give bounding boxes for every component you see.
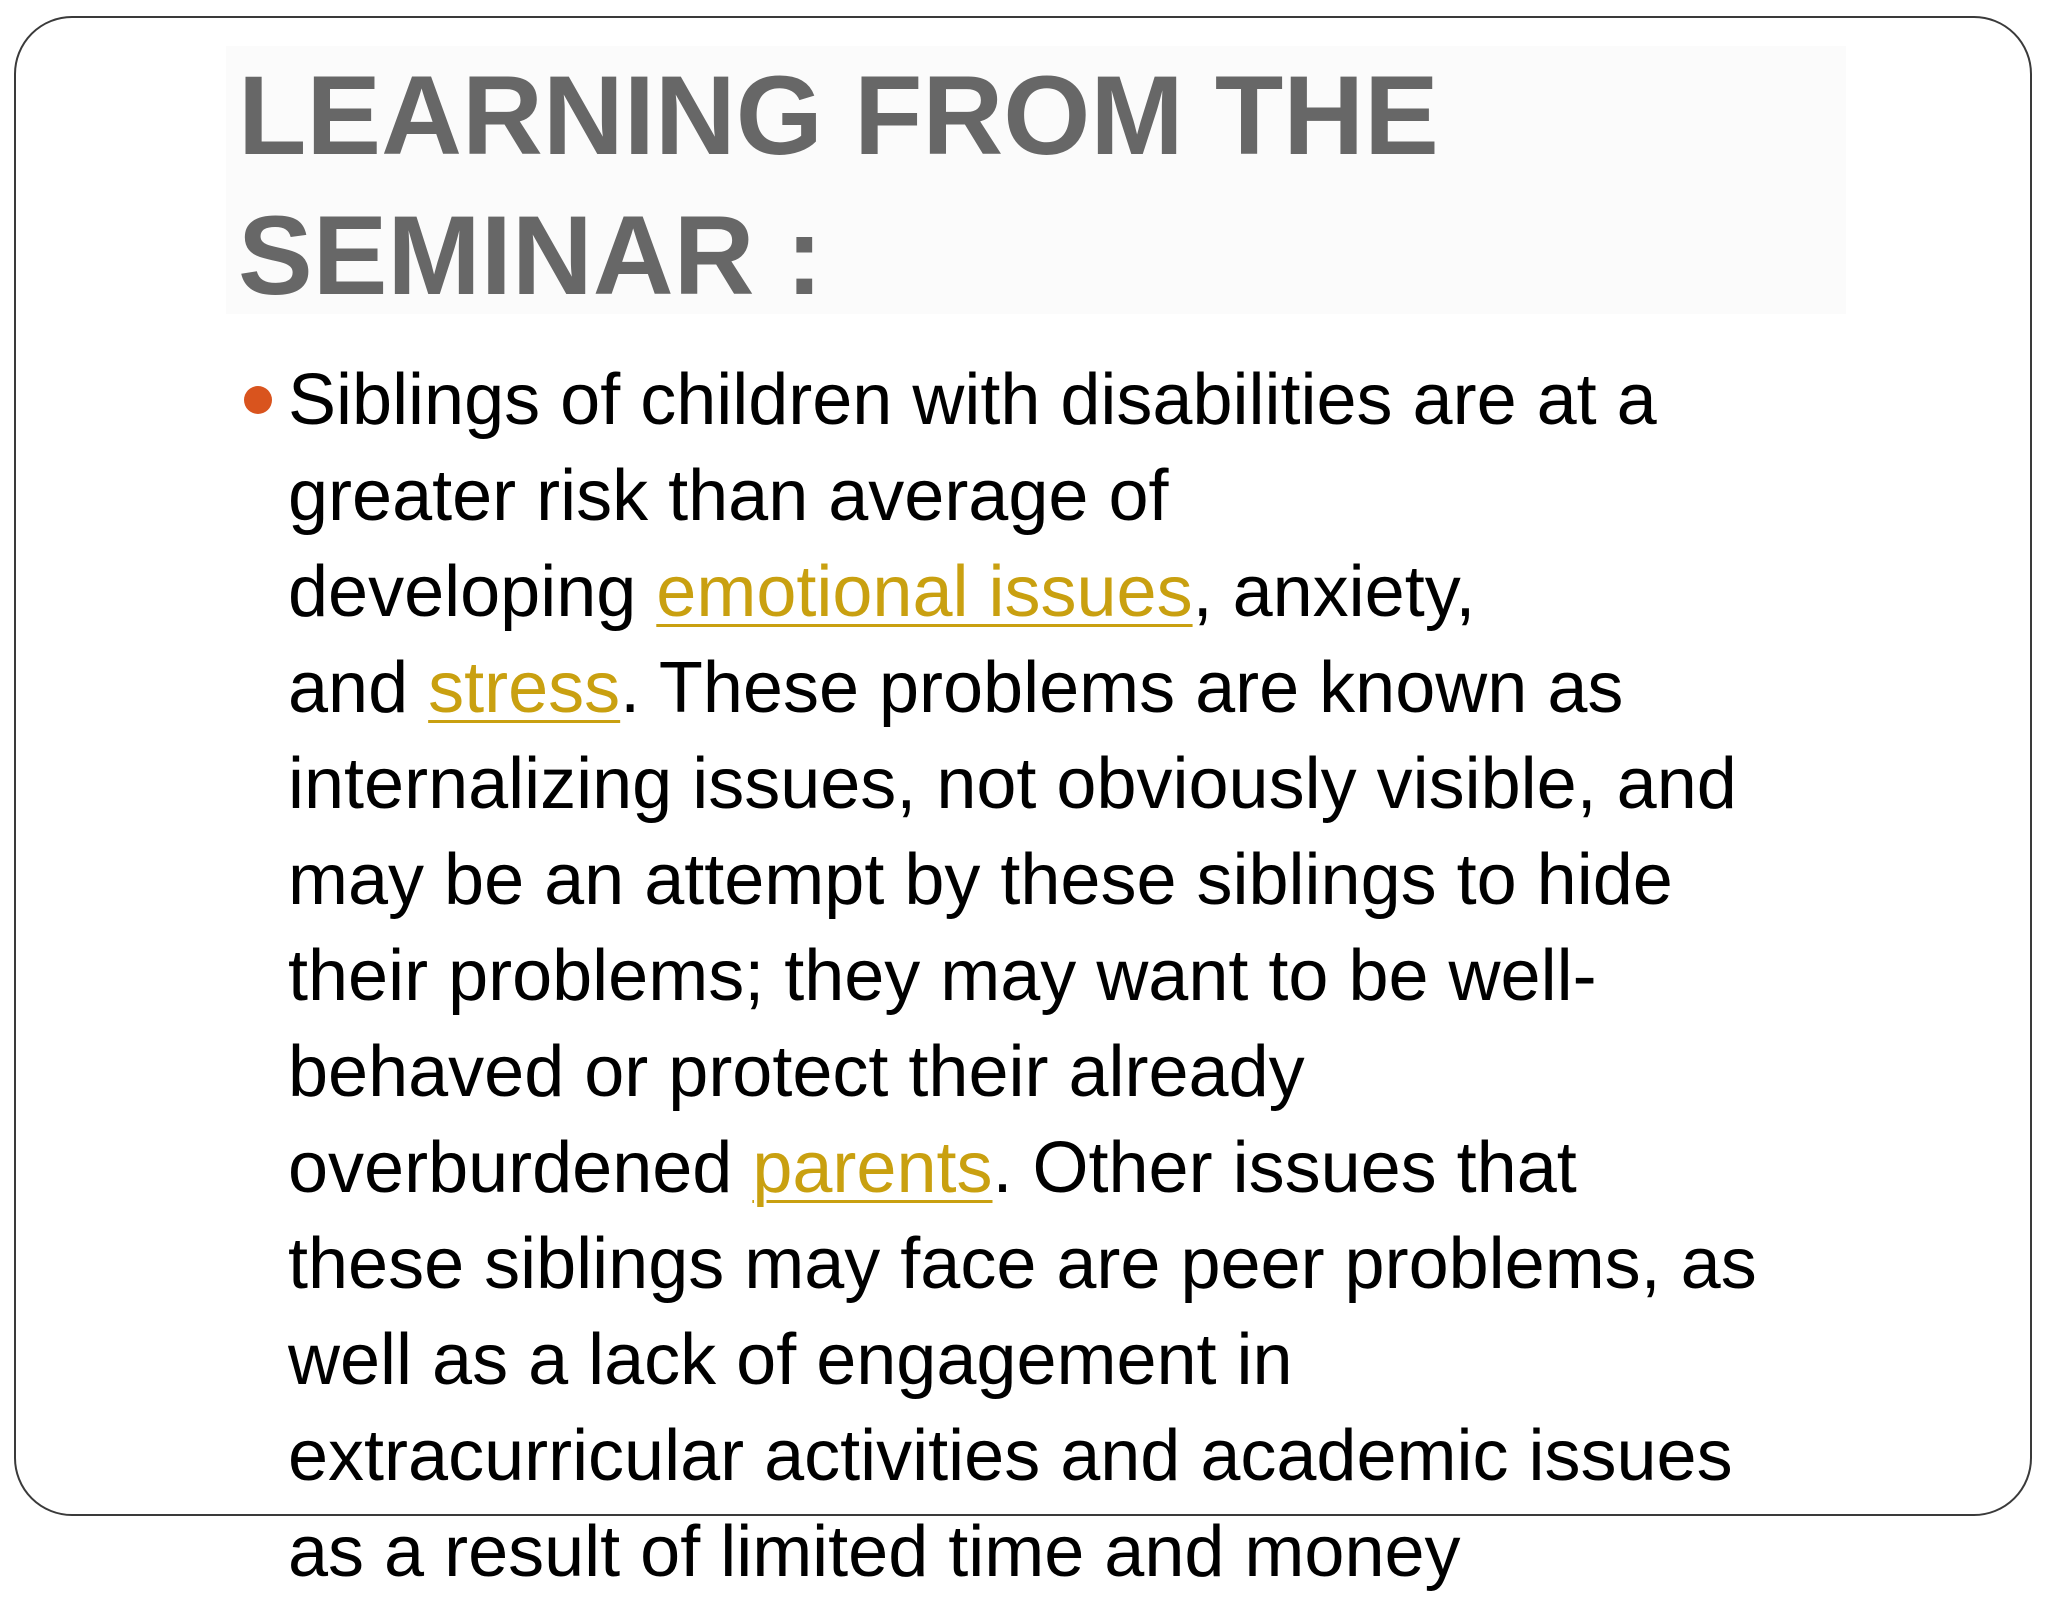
bullet-paragraph [288,352,1978,1600]
body-line-8: behaved or protect their already [288,1032,1305,1112]
body-line-10: these siblings may face are peer problems, as [288,1224,1757,1304]
body-text: overburdened [288,1128,753,1208]
slide-title [238,46,1838,326]
body-text: , anxiety, [1192,552,1476,632]
title-line-1: LEARNING FROM THE [238,53,1439,178]
body-line-5: internalizing issues, not obviously visible, and [288,744,1737,824]
body-line-13: as a result of limited time and money [288,1512,1461,1592]
body-text: . These problems are known as [620,648,1624,728]
body-text: developing [288,552,657,632]
emotional-issues-link[interactable]: emotional issues [656,552,1193,632]
body-text: . Other issues that [992,1128,1577,1208]
title-area [226,46,1846,318]
body-line-4 [288,640,1978,736]
slide-frame [14,16,2032,1592]
body-text: and [288,648,429,728]
bullet-dot-icon [244,386,272,414]
title-line-2: SEMINAR : [238,193,823,318]
body-line-9 [288,1120,1978,1216]
body-line-11: well as a lack of engagement in [288,1320,1293,1400]
body-line-6: may be an attempt by these siblings to hide [288,840,1673,920]
stress-link[interactable]: stress [428,648,621,728]
parents-link[interactable]: parents [752,1128,993,1208]
body-line-1: Siblings of children with disabilities are at a [288,360,1657,440]
body-line-3 [288,544,1978,640]
body-line-12: extracurricular activities and academic issues [288,1416,1733,1496]
body-line-7: their problems; they may want to be well- [288,936,1597,1016]
body-line-2: greater risk than average of [288,456,1169,536]
